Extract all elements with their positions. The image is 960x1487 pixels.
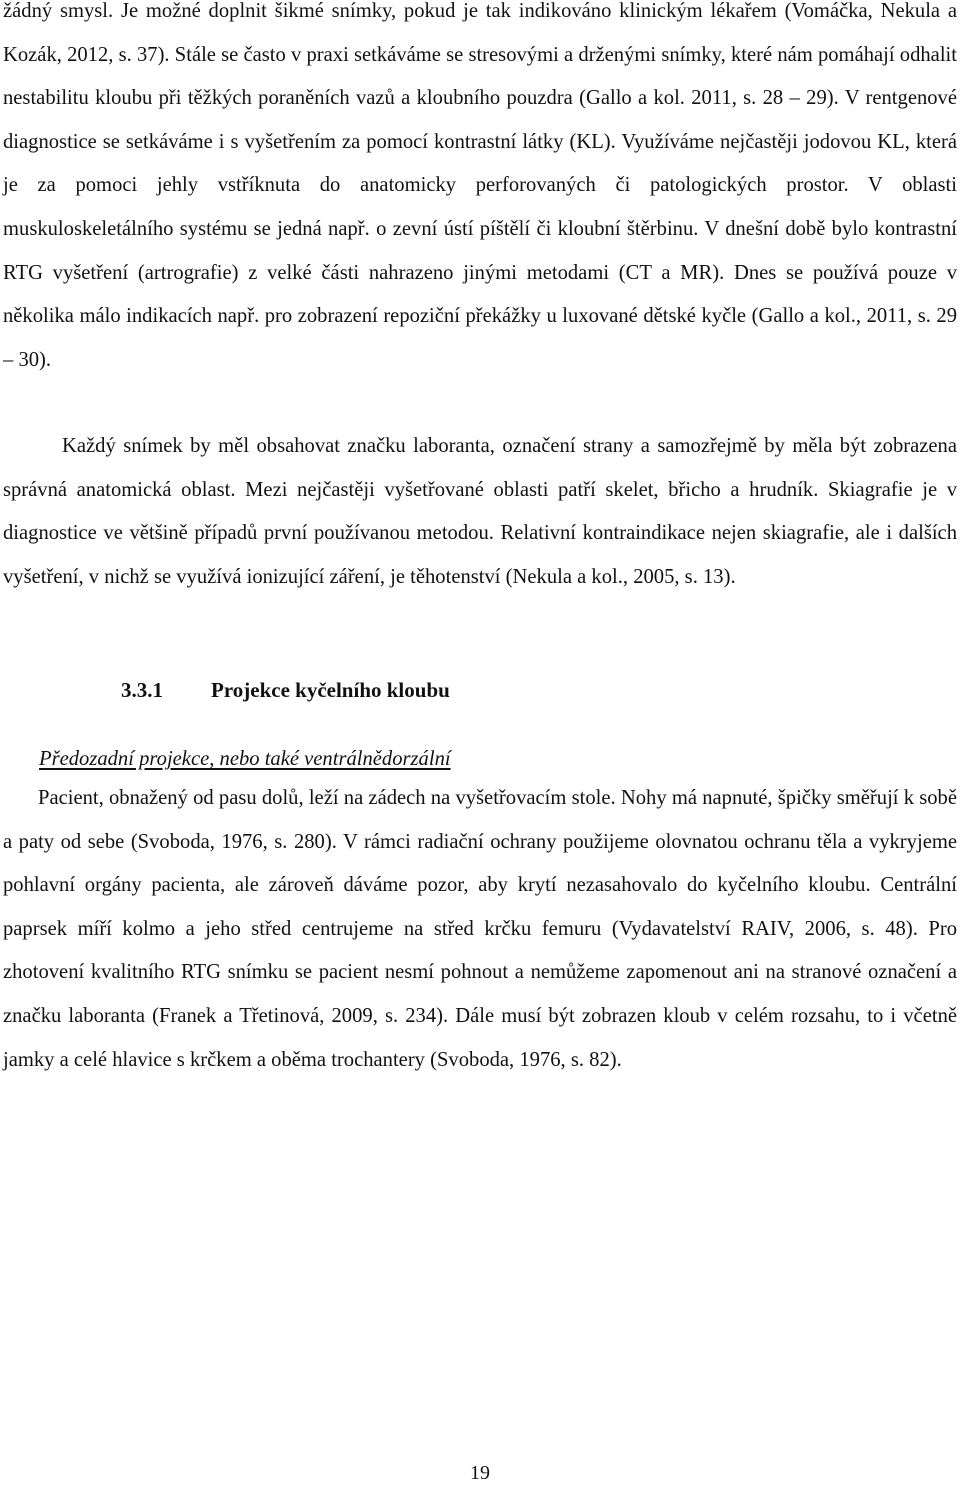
section-title: Projekce kyčelního kloubu [211, 678, 450, 702]
paragraph-continued: žádný smysl. Je možné doplnit šikmé snímky, pokud je tak indikováno klinickým lékařem (Vomáčka, Nekula a Kozák, 2012, s. 37). Stále se často v praxi setkáváme se stresovými a drženými snímky, které nám pomáhají odhalit nestabilitu kloubu při těžkých poraněních vazů a kloubního pouzdra (Gallo a kol. 2011, s. 28 – 29). V rentgenové diagnostice se setkáváme i s vyšetřením za pomocí kontrastní látky (KL). Využíváme nejčastěji jodovou KL, která je za pomoci jehly vstříknuta do anatomicky perforovaných či patologických prostor. V oblasti muskuloskeletálního systému se jedná např. o zevní ústí píštělí či kloubní štěrbinu. V dnešní době bylo kontrastní RTG vyšetření (artrografie) z velké části nahrazeno jinými metodami (CT a MR). Dnes se používá pouze v několika málo indikacích např. pro zobrazení repoziční překážky u luxované dětské kyčle (Gallo a kol., 2011, s. 29 – 30). [3, 0, 957, 371]
paragraph-labeling: Každý snímek by měl obsahovat značku laboranta, označení strany a samozřejmě by měla být zobrazena správná anatomická oblast. Mezi nejčastěji vyšetřované oblasti patří skelet, břicho a hrudník. Skiagrafie je v diagnostice ve většině případů první používanou metodou. Relativní kontraindikace nejen skiagrafie, ale i dalších vyšetření, v nichž se využívá ionizující záření, je těhotenství (Nekula a kol., 2005, s. 13). [3, 435, 957, 588]
section-number: 3.3.1 [121, 678, 163, 702]
page-number: 19 [470, 1462, 490, 1484]
paragraph-projection: Pacient, obnažený od pasu dolů, leží na zádech na vyšetřovacím stole. Nohy má napnuté, špičky směřují k sobě a paty od sebe (Svoboda, 1976, s. 280). V rámci radiační ochrany použijeme olovnatou ochranu těla a vykryjeme pohlavní orgány pacienta, ale zároveň dáváme pozor, aby krytí nezasahovalo do kyčelního kloubu. Centrální paprsek míří kolmo a jeho střed centrujeme na střed krčku femuru (Vydavatelství RAIV, 2006, s. 48). Pro zhotovení kvalitního RTG snímku se pacient nesmí pohnout a nemůžeme zapomenout ani na stranové označení a značku laboranta (Franek a Třetinová, 2009, s. 234). Dále musí být zobrazen kloub v celém rozsahu, to i včetně jamky a celé hlavice s krčkem a oběma trochantery (Svoboda, 1976, s. 82). [3, 787, 957, 1071]
section-heading [121, 675, 450, 705]
projection-subheading: Předozadní projekce, nebo také ventrálnědorzální [39, 748, 451, 770]
